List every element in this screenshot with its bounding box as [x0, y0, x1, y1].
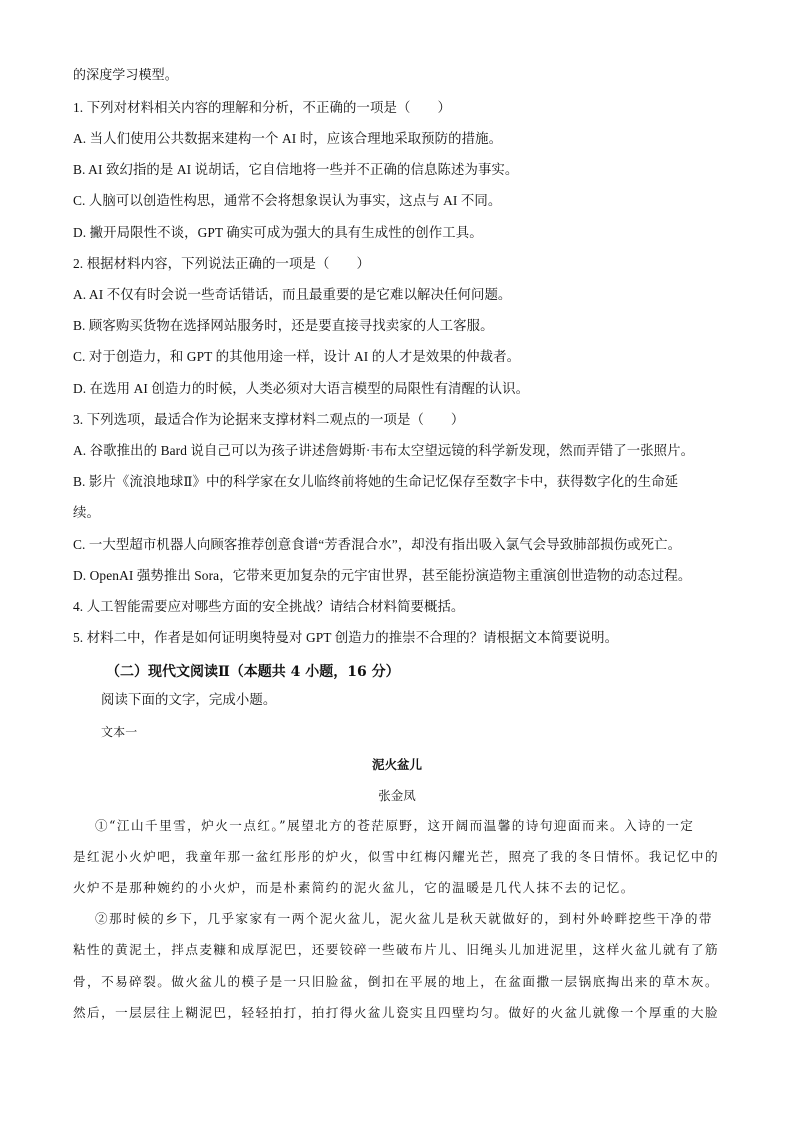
question-2: 2. 根据材料内容，下列说法正确的一项是（ ）	[73, 256, 370, 271]
question-3-option-b-line2: 续。	[73, 505, 100, 520]
question-1: 1. 下列对材料相关内容的理解和分析，不正确的一项是（ ）	[73, 100, 451, 115]
question-1-option-b: B. AI 致幻指的是 AI 说胡话，它自信地将一些并不正确的信息陈述为事实。	[73, 162, 519, 177]
question-3-option-b-line1: B. 影片《流浪地球Ⅱ》中的科学家在女儿临终前将她的生命记忆保存至数字卡中，获得数字化的生命延	[73, 474, 679, 489]
section-heading: （二）现代文阅读Ⅱ（本题共 4 小题，16 分）	[106, 664, 400, 680]
section-instruction: 阅读下面的文字，完成小题。	[101, 692, 277, 707]
continuation-line: 的深度学习模型。	[73, 68, 178, 83]
story-author: 张金凤	[378, 788, 416, 803]
paragraph-2-line-2: 粘性的黄泥土，拌点麦糠和成厚泥巴，还要铰碎一些破布片儿、旧绳头儿加进泥里，这样火盆儿就有了筋	[73, 942, 720, 957]
paragraph-1-line-1: ①“江山千里雪，炉火一点红。”展望北方的苍茫原野，这开阔而温馨的诗句迎面而来。入诗的一定	[95, 818, 695, 833]
question-3-option-d: D. OpenAI 强势推出 Sora，它带来更加复杂的元宇宙世界，甚至能扮演造物主重演创世造物的动态过程。	[73, 568, 692, 583]
question-2-option-a: A. AI 不仅有时会说一些奇话错话，而且最重要的是它难以解决任何问题。	[73, 287, 512, 302]
question-1-option-a: A. 当人们使用公共数据来建构一个 AI 时，应该合理地采取预防的措施。	[73, 131, 503, 146]
question-3: 3. 下列选项，最适合作为论据来支撑材料二观点的一项是（ ）	[73, 412, 465, 427]
text-label: 文本一	[101, 725, 138, 739]
paragraph-2-line-4: 然后，一层层往上糊泥巴，轻轻拍打，拍打得火盆儿瓷实且四壁均匀。做好的火盆儿就像一个厚重的大脸	[73, 1005, 720, 1020]
question-2-option-c: C. 对于创造力，和 GPT 的其他用途一样，设计 AI 的人才是效果的仲裁者。	[73, 349, 521, 364]
paragraph-1-line-2: 是红泥小火炉吧，我童年那一盆红彤彤的炉火，似雪中红梅闪耀光芒，照亮了我的冬日情怀。我记忆中的	[73, 849, 720, 864]
question-5: 5. 材料二中，作者是如何证明奥特曼对 GPT 创造力的推崇不合理的？请根据文本简要说明。	[73, 630, 619, 645]
question-3-option-c: C. 一大型超市机器人向顾客推荐创意食谱“芳香混合水”，却没有指出吸入氯气会导致肺部损伤或死亡。	[73, 537, 682, 552]
question-2-option-b: B. 顾客购买货物在选择网站服务时，还是要直接寻找卖家的人工客服。	[73, 318, 494, 333]
question-1-option-d: D. 撇开局限性不谈，GPT 确实可成为强大的具有生成性的创作工具。	[73, 225, 483, 240]
question-1-option-c: C. 人脑可以创造性构思，通常不会将想象误认为事实，这点与 AI 不同。	[73, 193, 502, 208]
question-3-option-a: A. 谷歌推出的 Bard 说自己可以为孩子讲述詹姆斯·韦布太空望远镜的科学新发现，然而弄错了一张照片。	[73, 443, 695, 458]
paragraph-1-line-3: 火炉不是那种婉约的小火炉，而是朴素简约的泥火盆儿，它的温暖是几代人抹不去的记忆。	[73, 880, 635, 895]
question-4: 4. 人工智能需要应对哪些方面的安全挑战？请结合材料简要概括。	[73, 599, 465, 614]
question-2-option-d: D. 在选用 AI 创造力的时候，人类必须对大语言模型的局限性有清醒的认识。	[73, 381, 530, 396]
paragraph-2-line-3: 骨，不易碎裂。做火盆儿的模子是一只旧脸盆，倒扣在平展的地上，在盆面撒一层锅底掏出来的草木灰。	[73, 974, 720, 989]
story-title: 泥火盆儿	[371, 757, 422, 772]
paragraph-2-line-1: ②那时候的乡下，几乎家家有一两个泥火盆儿，泥火盆儿是秋天就做好的，到村外岭畔挖些干净的带	[95, 911, 713, 926]
